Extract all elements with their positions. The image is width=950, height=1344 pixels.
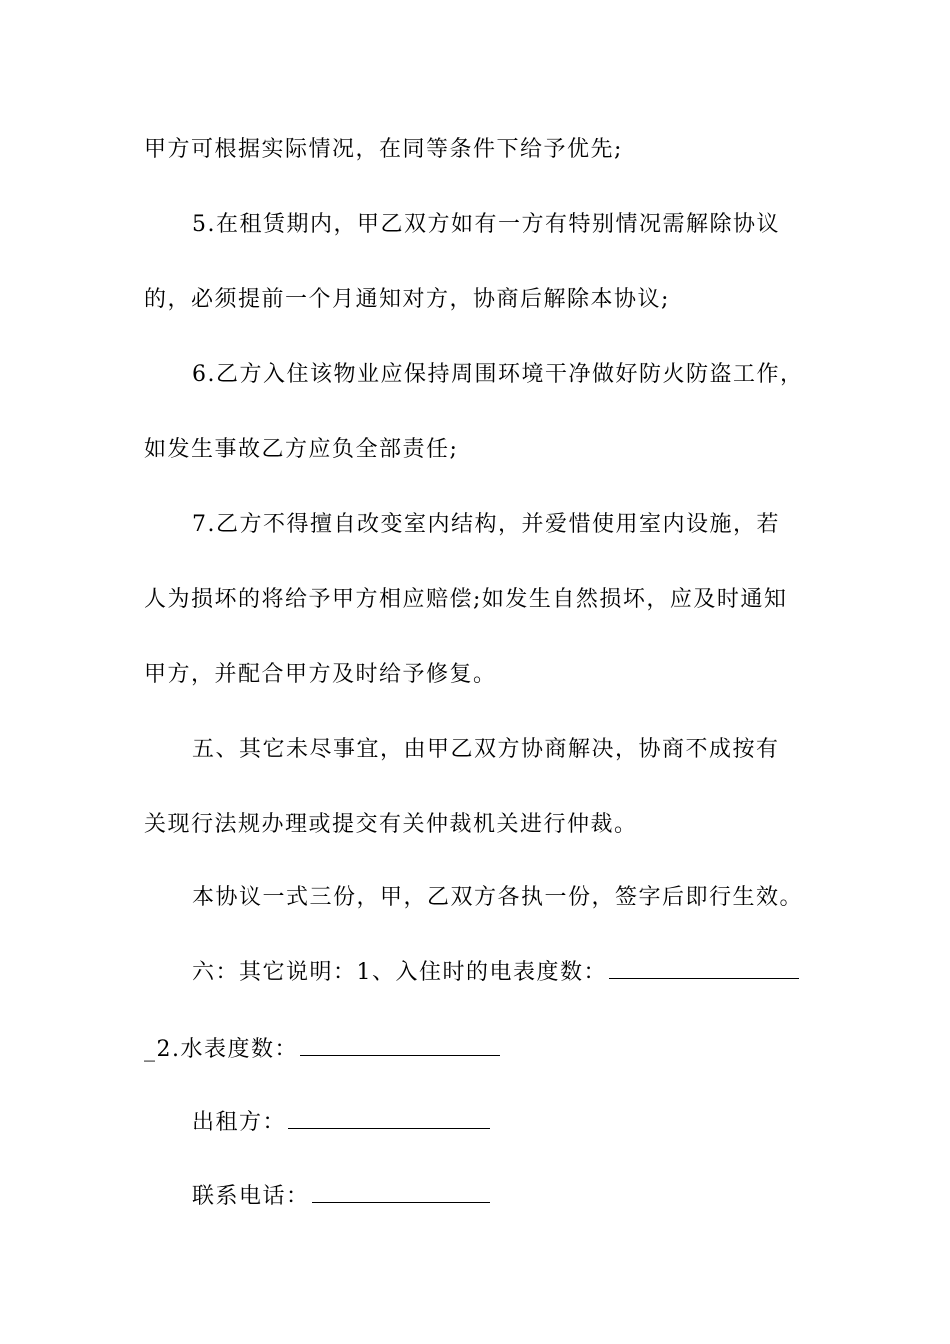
water-meter-prefix: _2. [144,1037,181,1062]
copies-statement: 本协议一式三份，甲，乙双方各执一份，签字后即行生效。 [192,885,804,910]
section-5-line: 五、其它未尽事宜，由甲乙双方协商解决，协商不成按有 [192,737,780,762]
other-notes-label: 六：其它说明：1、入住时的电表度数： [192,960,607,985]
phone-blank[interactable] [312,1182,490,1203]
paragraph-line: 关现行法规办理或提交有关仲裁机关进行仲裁。 [144,812,638,837]
water-meter-label: 水表度数： [180,1037,299,1062]
lessor-label: 出租方： [192,1110,287,1135]
paragraph-line: 如发生事故乙方应负全部责任; [144,437,459,462]
other-notes-line [192,958,822,988]
phone-line [192,1182,822,1212]
paragraph-line: 人为损坏的将给予甲方相应赔偿;如发生自然损坏，应及时通知 [144,587,788,612]
clause-5-line: 5.在租赁期内，甲乙双方如有一方有特别情况需解除协议 [192,212,780,237]
paragraph-line: 甲方，并配合甲方及时给予修复。 [144,662,497,687]
phone-label: 联系电话： [192,1184,310,1209]
clause-7-line: 7.乙方不得擅自改变室内结构，并爱惜使用室内设施，若 [192,512,780,537]
water-meter-line [144,1035,824,1065]
lessor-blank[interactable] [288,1108,490,1129]
water-meter-blank[interactable] [300,1035,500,1056]
paragraph-line: 甲方可根据实际情况，在同等条件下给予优先; [144,137,623,162]
lessor-line [192,1108,822,1138]
electric-meter-blank[interactable] [609,958,799,979]
clause-6-line: 6.乙方入住该物业应保持周围环境干净做好防火防盗工作， [192,362,804,387]
paragraph-line: 的，必须提前一个月通知对方，协商后解除本协议; [144,287,670,312]
